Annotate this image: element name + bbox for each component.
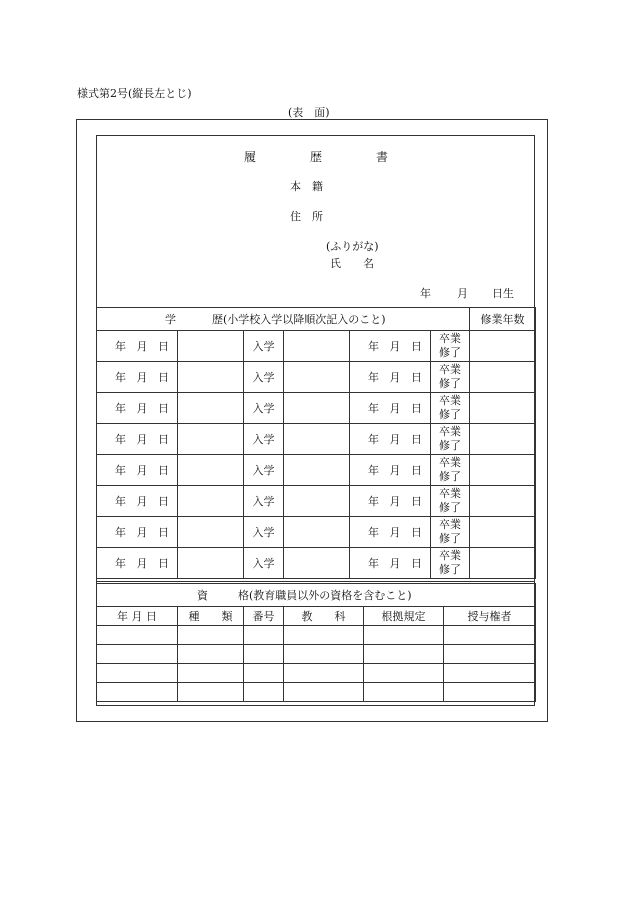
graduation-label: 卒業 修了 — [431, 362, 470, 393]
exit-date: 年 月 日 — [350, 548, 431, 579]
graduation-label: 卒業 修了 — [431, 331, 470, 362]
furigana-label: (ふりがな) — [326, 240, 379, 253]
qualification-cell[interactable] — [284, 626, 364, 645]
qualifications-header-kaku: 格(教育職員以外の資格を含むこと) — [238, 588, 412, 602]
qualification-cell[interactable] — [178, 645, 244, 664]
qualification-cell[interactable] — [364, 683, 444, 702]
qualification-cell[interactable] — [178, 683, 244, 702]
qualifications-columns-row — [97, 607, 536, 626]
qualifications-header — [97, 584, 536, 607]
shimei-label: 氏 名 — [330, 257, 374, 270]
qualifications-table — [96, 583, 536, 702]
school-name-cell[interactable] — [178, 393, 244, 424]
education-header — [97, 308, 470, 331]
title-char-2: 歴 — [310, 150, 323, 164]
birth-month: 月 — [457, 287, 468, 300]
enter-label: 入学 — [244, 424, 284, 455]
qualification-cell[interactable] — [444, 626, 536, 645]
qualification-cell[interactable] — [97, 626, 178, 645]
years-cell[interactable] — [470, 362, 536, 393]
education-years-header: 修業年数 — [470, 308, 536, 331]
qualification-cell[interactable] — [284, 683, 364, 702]
education-header-reki: 歴(小学校入学以降順次記入のこと) — [212, 312, 386, 326]
school-name-cell[interactable] — [178, 424, 244, 455]
exit-date: 年 月 日 — [350, 455, 431, 486]
qualification-cell[interactable] — [364, 645, 444, 664]
qualification-cell[interactable] — [244, 664, 284, 683]
qualification-row — [97, 664, 536, 683]
years-cell[interactable] — [470, 331, 536, 362]
qualification-cell[interactable] — [178, 664, 244, 683]
qualification-cell[interactable] — [284, 645, 364, 664]
qualification-row — [97, 626, 536, 645]
qualifications-header-shi: 資 — [197, 588, 208, 602]
honseki-label: 本 籍 — [290, 180, 323, 193]
exit-date: 年 月 日 — [350, 517, 431, 548]
entry-date: 年 月 日 — [97, 362, 178, 393]
qualification-column-header: 教 科 — [284, 607, 364, 626]
school-detail-cell[interactable] — [284, 331, 350, 362]
qualification-row — [97, 645, 536, 664]
qualification-cell[interactable] — [244, 645, 284, 664]
qualification-row — [97, 683, 536, 702]
birth-year: 年 — [420, 287, 431, 300]
school-detail-cell[interactable] — [284, 362, 350, 393]
years-cell[interactable] — [470, 486, 536, 517]
education-row — [97, 393, 536, 424]
years-cell[interactable] — [470, 517, 536, 548]
graduation-label: 卒業 修了 — [431, 424, 470, 455]
qualification-cell[interactable] — [364, 664, 444, 683]
education-row — [97, 331, 536, 362]
school-detail-cell[interactable] — [284, 517, 350, 548]
school-name-cell[interactable] — [178, 486, 244, 517]
qualification-cell[interactable] — [244, 683, 284, 702]
education-row — [97, 455, 536, 486]
education-header-gaku: 学 — [165, 312, 176, 326]
qualification-column-header: 番号 — [244, 607, 284, 626]
education-row — [97, 362, 536, 393]
qualification-cell[interactable] — [97, 645, 178, 664]
entry-date: 年 月 日 — [97, 486, 178, 517]
exit-date: 年 月 日 — [350, 393, 431, 424]
form-number-label: 様式第2号(縦長左とじ) — [77, 87, 192, 100]
school-detail-cell[interactable] — [284, 424, 350, 455]
qualification-cell[interactable] — [444, 664, 536, 683]
years-cell[interactable] — [470, 393, 536, 424]
education-row — [97, 424, 536, 455]
school-name-cell[interactable] — [178, 362, 244, 393]
years-cell[interactable] — [470, 424, 536, 455]
graduation-label: 卒業 修了 — [431, 455, 470, 486]
entry-date: 年 月 日 — [97, 424, 178, 455]
school-name-cell[interactable] — [178, 331, 244, 362]
entry-date: 年 月 日 — [97, 517, 178, 548]
exit-date: 年 月 日 — [350, 486, 431, 517]
qualification-column-header: 根拠規定 — [364, 607, 444, 626]
qualification-column-header: 授与権者 — [444, 607, 536, 626]
education-row — [97, 548, 536, 579]
qualification-cell[interactable] — [284, 664, 364, 683]
qualification-cell[interactable] — [364, 626, 444, 645]
qualification-cell[interactable] — [97, 664, 178, 683]
qualifications-header-row — [97, 584, 536, 607]
graduation-label: 卒業 修了 — [431, 548, 470, 579]
qualification-cell[interactable] — [97, 683, 178, 702]
education-header-row — [97, 308, 536, 331]
graduation-label: 卒業 修了 — [431, 517, 470, 548]
enter-label: 入学 — [244, 548, 284, 579]
side-label: (表 面) — [288, 106, 330, 119]
education-row — [97, 517, 536, 548]
school-detail-cell[interactable] — [284, 548, 350, 579]
education-row — [97, 486, 536, 517]
entry-date: 年 月 日 — [97, 455, 178, 486]
enter-label: 入学 — [244, 517, 284, 548]
qualification-cell[interactable] — [444, 683, 536, 702]
entry-date: 年 月 日 — [97, 548, 178, 579]
enter-label: 入学 — [244, 486, 284, 517]
jusho-label: 住 所 — [290, 210, 323, 223]
title-char-1: 履 — [244, 150, 257, 164]
years-cell[interactable] — [470, 455, 536, 486]
qualification-cell[interactable] — [178, 626, 244, 645]
enter-label: 入学 — [244, 455, 284, 486]
exit-date: 年 月 日 — [350, 424, 431, 455]
enter-label: 入学 — [244, 393, 284, 424]
school-name-cell[interactable] — [178, 455, 244, 486]
entry-date: 年 月 日 — [97, 393, 178, 424]
exit-date: 年 月 日 — [350, 362, 431, 393]
birth-day: 日生 — [492, 287, 514, 300]
school-detail-cell[interactable] — [284, 455, 350, 486]
graduation-label: 卒業 修了 — [431, 486, 470, 517]
school-detail-cell[interactable] — [284, 393, 350, 424]
qualification-cell[interactable] — [244, 626, 284, 645]
exit-date: 年 月 日 — [350, 331, 431, 362]
school-detail-cell[interactable] — [284, 486, 350, 517]
qualification-column-header: 種 類 — [178, 607, 244, 626]
graduation-label: 卒業 修了 — [431, 393, 470, 424]
section-divider — [96, 581, 535, 582]
school-name-cell[interactable] — [178, 548, 244, 579]
years-cell[interactable] — [470, 548, 536, 579]
enter-label: 入学 — [244, 362, 284, 393]
school-name-cell[interactable] — [178, 517, 244, 548]
qualification-column-header: 年 月 日 — [97, 607, 178, 626]
entry-date: 年 月 日 — [97, 331, 178, 362]
qualification-cell[interactable] — [444, 645, 536, 664]
education-table — [96, 307, 536, 579]
title-char-3: 書 — [376, 150, 389, 164]
enter-label: 入学 — [244, 331, 284, 362]
